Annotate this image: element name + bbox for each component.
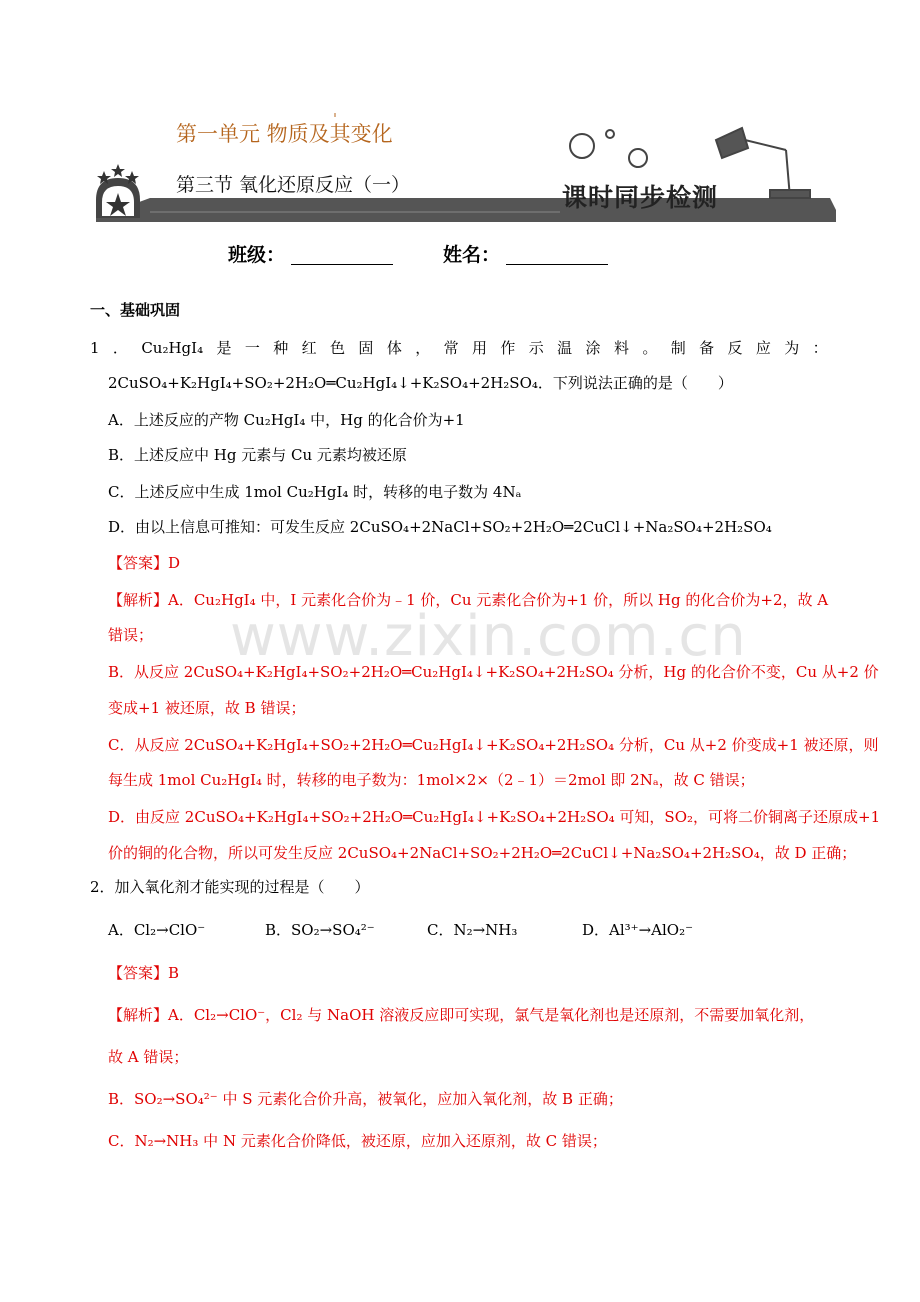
q1-stem-char: Cu₂HgI₄ [141,339,204,357]
q1-stem-char: 备 [699,339,715,357]
q1-stem-char: 制 [670,339,686,357]
name-label: 姓名： [443,244,501,266]
check-title: 课时同步检测 [562,183,719,212]
q1-explanation-c1: C．从反应 2CuSO₄+K₂HgI₄+SO₂+2H₂O═Cu₂HgI₄↓+K₂SO₄+2H₂SO₄ 分析，Cu 从+2 价变成+1 被还原，则 [108,736,879,754]
q1-stem-char: 。 [642,339,658,357]
q2-explanation-a2: 故 A 错误； [108,1048,189,1066]
q1-explanation-c2: 每生成 1mol Cu₂HgI₄ 时，转移的电子数为：1mol×2×（2﹣1）＝2mol 即 2Nₐ，故 C 错误； [108,771,755,789]
q1-option-d: D．由以上信息可推知：可发生反应 2CuSO₄+2NaCl+SO₂+2H₂O═2CuCl↓+Na₂SO₄+2H₂SO₄ [108,518,772,536]
q1-explanation-a1: 【解析】A．Cu₂HgI₄ 中，I 元素化合价为﹣1 价，Cu 元素化合价为+1 价，所以 Hg 的化合价为+2，故 A [108,591,829,609]
q2-explanation-c: C．N₂→NH₃ 中 N 元素化合价降低，被还原，应加入还原剂，故 C 错误； [108,1132,607,1150]
q1-stem-char: 是 [216,339,232,357]
q2-option-a: A．Cl₂→ClO⁻ [108,921,206,939]
header-decoration [0,0,920,235]
section-heading: 一、基础巩固 [90,301,181,319]
q1-stem-char: 示 [528,339,544,357]
q1-stem-char: 1 [90,339,100,357]
q2-explanation-b: B．SO₂→SO₄²⁻ 中 S 元素化合价升高，被氧化，应加入氧化剂，故 B 正确； [108,1090,623,1108]
q2-stem: 2．加入氧化剂才能实现的过程是（ ） [90,878,370,896]
q1-stem-char: 应 [755,339,771,357]
q1-option-b: B．上述反应中 Hg 元素与 Cu 元素均被还原 [108,446,407,464]
q2-answer: 【答案】B [108,964,180,982]
section-title: 第三节 氧化还原反应（一） [176,174,411,196]
q1-stem-char: 为 [784,339,800,357]
student-info-row [228,240,608,267]
q1-stem-char: 涂 [585,339,601,357]
unit-title: 第一单元 物质及其变化 [176,122,393,146]
q1-stem-char: 固 [358,339,374,357]
q1-stem-char: ． [112,339,128,357]
q1-stem-char: 体 [386,339,402,357]
class-blank[interactable] [291,246,393,265]
q1-stem-char: 一 [244,339,260,357]
q1-stem-char: 常 [443,339,459,357]
q1-stem-char: 作 [500,339,516,357]
q2-option-d: D．Al³⁺→AlO₂⁻ [582,921,694,939]
q1-explanation-d2: 价的铜的化合物，所以可发生反应 2CuSO₄+2NaCl+SO₂+2H₂O═2CuCl↓+Na₂SO₄+2H₂SO₄，故 D 正确； [108,844,857,862]
watermark: www.zixin.com.cn [230,604,747,669]
q1-explanation-b2: 变成+1 被还原，故 B 错误； [108,699,306,717]
q1-stem-char: 种 [273,339,289,357]
q1-explanation-d1: D．由反应 2CuSO₄+K₂HgI₄+SO₂+2H₂O═Cu₂HgI₄↓+K₂SO₄+2H₂SO₄ 可知，SO₂，可将二价铜离子还原成+1 [108,808,881,826]
q2-option-b: B．SO₂→SO₄²⁻ [265,921,375,939]
q1-stem-char: 反 [727,339,743,357]
q1-explanation-b1: B．从反应 2CuSO₄+K₂HgI₄+SO₂+2H₂O═Cu₂HgI₄↓+K₂SO₄+2H₂SO₄ 分析，Hg 的化合价不变，Cu 从+2 价 [108,663,879,681]
q1-explanation-a2: 错误； [108,626,154,644]
q1-stem-char: 用 [471,339,487,357]
q1-stem [90,338,828,358]
class-label: 班级： [228,244,286,266]
name-blank[interactable] [506,246,608,265]
q1-option-c: C．上述反应中生成 1mol Cu₂HgI₄ 时，转移的电子数为 4Nₐ [108,483,522,501]
q2-explanation-a1: 【解析】A．Cl₂→ClO⁻，Cl₂ 与 NaOH 溶液反应即可实现，氯气是氧化剂也是还原剂，不需要加氧化剂， [108,1006,815,1024]
q1-answer: 【答案】D [108,554,181,572]
q1-stem-char: 红 [301,339,317,357]
q1-option-a: A．上述反应的产物 Cu₂HgI₄ 中，Hg 的化合价为+1 [108,411,465,429]
q1-stem-char: 料 [613,339,629,357]
q1-stem-char: 色 [330,339,346,357]
q1-stem-char: ： [812,339,828,357]
q1-stem-char: 温 [557,339,573,357]
page-header [0,0,920,235]
q2-option-c: C．N₂→NH₃ [427,921,518,939]
banner-bar [96,198,836,222]
q1-stem-char: ， [415,339,431,357]
star-badge-icon [96,164,140,218]
q1-equation: 2CuSO₄+K₂HgI₄+SO₂+2H₂O═Cu₂HgI₄↓+K₂SO₄+2H₂SO₄．下列说法正确的是（ ） [108,374,733,392]
